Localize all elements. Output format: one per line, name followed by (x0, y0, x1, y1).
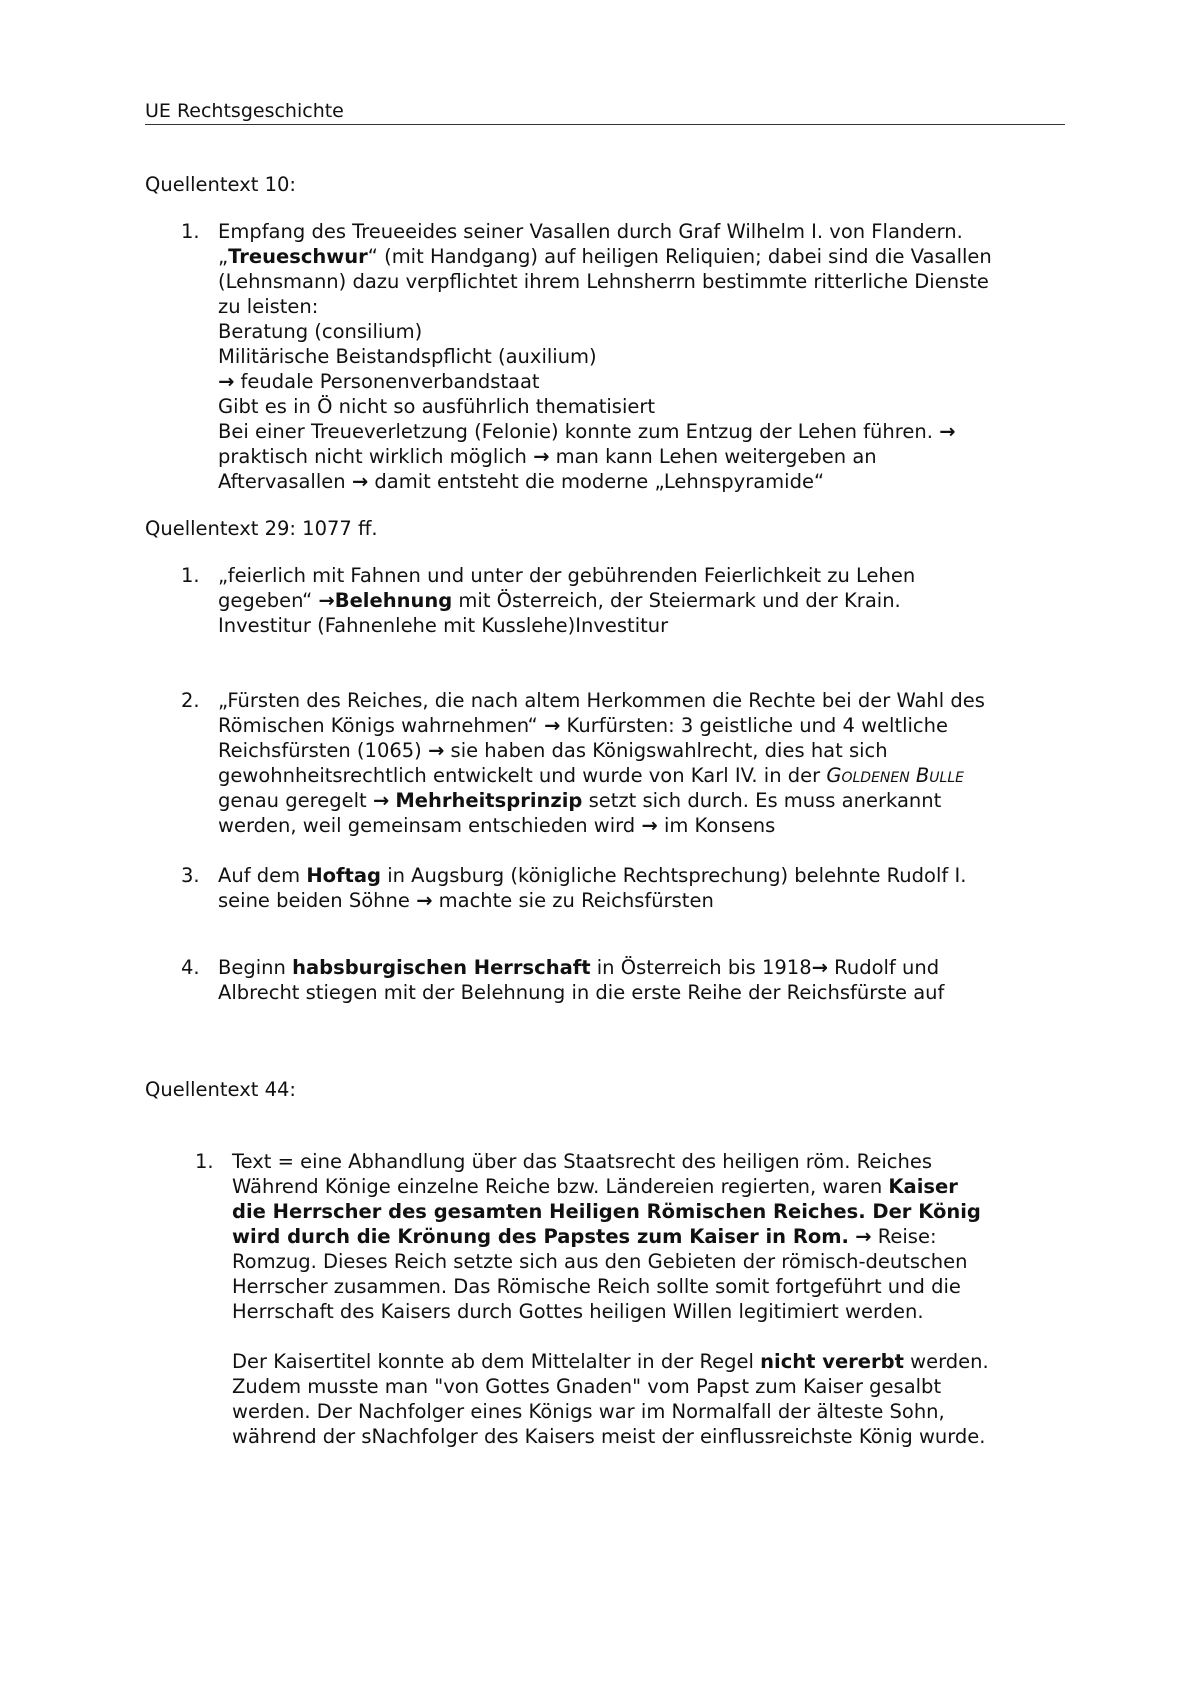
text-line: Romzug. Dieses Reich setzte sich aus den Gebieten der römisch-deutschen (232, 1250, 968, 1273)
text-line: gegeben“ →Belehnung mit Österreich, der Steiermark und der Krain. (218, 589, 901, 612)
text-line: Herrscher zusammen. Das Römische Reich sollte somit fortgeführt und die (232, 1275, 961, 1298)
list-item (145, 863, 1075, 913)
text-line: Beginn habsburgischen Herrschaft in Österreich bis 1918→ Rudolf und (218, 956, 940, 979)
text-line: zu leisten: (218, 295, 319, 318)
text-line: Reichsfürsten (1065) → sie haben das Königswahlrecht, dies hat sich (218, 739, 888, 762)
section-quellentext-29 (145, 516, 1075, 1005)
arrow-icon: → (416, 889, 433, 912)
numbered-list (145, 563, 1075, 1005)
arrow-icon: → (811, 956, 828, 979)
text-line: Während Könige einzelne Reiche bzw. Ländereien regierten, waren Kaiser (232, 1175, 958, 1198)
text-line: werden. Der Nachfolger eines Königs war im Normalfall der älteste Sohn, (232, 1400, 945, 1423)
text-line: Investitur (Fahnenlehe mit Kusslehe)Investitur (218, 614, 669, 637)
list-item (145, 688, 1075, 838)
text-line: Auf dem Hoftag in Augsburg (königliche Rechtsprechung) belehnte Rudolf I. (218, 864, 967, 887)
text-line: Der Kaisertitel konnte ab dem Mittelalter in der Regel nicht vererbt werden. (232, 1350, 989, 1373)
item-number: 2. (181, 689, 200, 712)
text-line: Text = eine Abhandlung über das Staatsrecht des heiligen röm. Reiches (232, 1150, 933, 1173)
arrow-icon: → (318, 589, 335, 612)
list-item (145, 563, 1075, 638)
text-line: Albrecht stiegen mit der Belehnung in die erste Reihe der Reichsfürste auf (218, 981, 945, 1004)
text-line: seine beiden Söhne → machte sie zu Reichsfürsten (218, 889, 714, 912)
item-number: 3. (181, 864, 200, 887)
text-line: werden, weil gemeinsam entschieden wird → im Konsens (218, 814, 776, 837)
arrow-icon: → (372, 789, 390, 812)
arrow-icon: → (533, 445, 550, 468)
arrow-icon: → (427, 739, 445, 762)
section-heading: Quellentext 10: (145, 173, 296, 196)
numbered-list (145, 1149, 1075, 1449)
text-line: „Fürsten des Reiches, die nach altem Herkommen die Rechte bei der Wahl des (218, 689, 985, 712)
list-item (145, 1149, 1075, 1449)
numbered-list (145, 219, 1075, 494)
text-line: → feudale Personenverbandstaat (218, 370, 540, 393)
text-line: Römischen Königs wahrnehmen“ → Kurfürsten: 3 geistliche und 4 weltliche (218, 714, 949, 737)
item-number: 1. (195, 1150, 214, 1173)
page-header (145, 100, 1065, 125)
arrow-icon: → (855, 1225, 872, 1248)
arrow-icon: → (351, 470, 369, 493)
arrow-icon: → (543, 714, 561, 737)
text-line: „Treueschwur“ (mit Handgang) auf heiligen Reliquien; dabei sind die Vasallen (218, 245, 992, 268)
item-number: 1. (181, 564, 200, 587)
item-number: 1. (181, 220, 200, 243)
text-line: Zudem musste man "von Gottes Gnaden" vom Papst zum Kaiser gesalbt (232, 1375, 942, 1398)
text-line: gewohnheitsrechtlich entwickelt und wurde von Karl IV. in der Goldenen Bulle (218, 764, 964, 787)
text-line: „feierlich mit Fahnen und unter der gebührenden Feierlichkeit zu Lehen (218, 564, 916, 587)
document-body (145, 172, 1075, 1449)
text-line: Bei einer Treueverletzung (Felonie) konnte zum Entzug der Lehen führen. → (218, 420, 956, 443)
arrow-icon: → (939, 420, 956, 443)
text-line: wird durch die Krönung des Papstes zum Kaiser in Rom. → Reise: (232, 1225, 937, 1248)
text-line: Militärische Beistandspflicht (auxilium) (218, 345, 597, 368)
text-line: genau geregelt → Mehrheitsprinzip setzt sich durch. Es muss anerkannt (218, 789, 942, 812)
item-number: 4. (181, 956, 200, 979)
text-line: die Herrscher des gesamten Heiligen Römischen Reiches. Der König (232, 1200, 981, 1223)
list-item (145, 955, 1075, 1005)
text-line: (Lehnsmann) dazu verpflichtet ihrem Lehnsherrn bestimmte ritterliche Dienste (218, 270, 989, 293)
text-line: praktisch nicht wirklich möglich → man kann Lehen weitergeben an (218, 445, 877, 468)
section-quellentext-10 (145, 172, 1075, 494)
arrow-icon: → (641, 814, 658, 837)
section-quellentext-44 (145, 1077, 1075, 1449)
text-line: Beratung (consilium) (218, 320, 423, 343)
text-line: Empfang des Treueeides seiner Vasallen durch Graf Wilhelm I. von Flandern. (218, 220, 963, 243)
arrow-icon: → (218, 370, 235, 393)
text-line: während der sNachfolger des Kaisers meist der einflussreichste König wurde. (232, 1425, 986, 1448)
header-title: UE Rechtsgeschichte (145, 100, 344, 122)
text-line: Aftervasallen → damit entsteht die moderne „Lehnspyramide“ (218, 470, 825, 493)
list-item (145, 219, 1075, 494)
section-heading: Quellentext 29: 1077 ff. (145, 517, 378, 540)
section-heading: Quellentext 44: (145, 1078, 296, 1101)
text-line: Gibt es in Ö nicht so ausführlich thematisiert (218, 395, 656, 418)
text-line: Herrschaft des Kaisers durch Gottes heiligen Willen legitimiert werden. (232, 1300, 924, 1323)
